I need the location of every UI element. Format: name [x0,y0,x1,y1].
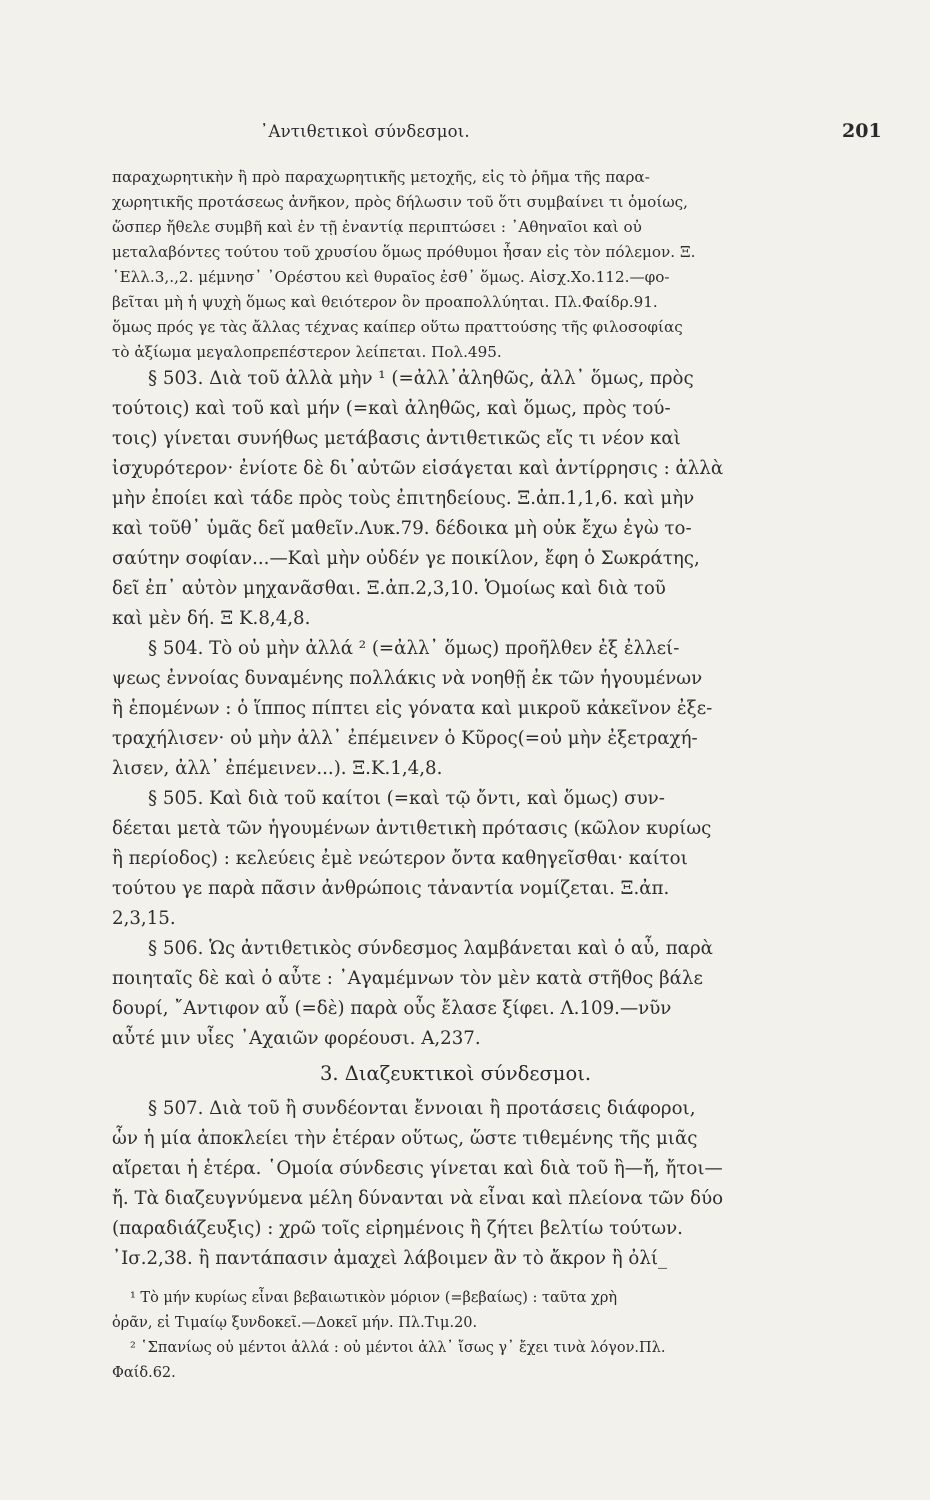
paragraph-507-start: § 507. Διὰ τοῦ ἢ συνδέονται ἔννοιαι ἢ προτάσεις διάφοροι, [148,1098,696,1119]
text-line: ποιηταῖς δὲ καὶ ὁ αὖτε : ᾿Αγαμέμνων τὸν μὲν κατὰ στῆθος βάλε [112,968,703,989]
text-line: ὅμως πρός γε τὰς ἄλλας τέχνας καίπερ οὕτω πραττούσης τῆς φιλοσοφίας [112,318,683,336]
footnote-line: Φαίδ.62. [112,1365,176,1381]
footnote-line: ὁρᾶν, εἰ Τιμαίῳ ξυνδοκεῖ.—Δοκεῖ μήν. Πλ.Τιμ.20. [112,1315,478,1331]
text-line: ἰσχυρότερον· ἐνίοτε δὲ δι᾿αὐτῶν εἰσάγεται καὶ ἀντίρρησις : ἀλλὰ [112,458,724,479]
text-line: ὧν ἡ μία ἀποκλείει τὴν ἑτέραν οὕτως, ὥστε τιθεμένης τῆς μιᾶς [112,1128,698,1149]
text-line: χωρητικῆς προτάσεως ἀνῆκον, πρὸς δήλωσιν τοῦ ὅτι συμβαίνει τι ὁμοίως, [112,193,688,211]
text-line: δεῖ ἐπ᾿ αὐτὸν μηχανᾶσθαι. Ξ.ἀπ.2,3,10. Ὁμοίως καὶ διὰ τοῦ [112,578,666,599]
text-line: ᾿Ισ.2,38. ἢ παντάπασιν ἀμαχεὶ λάβοιμεν ἂν τὸ ἄκρον ἢ ὀλί_ [112,1248,668,1269]
text-line: βεῖται μὴ ἡ ψυχὴ ὅμως καὶ θειότερον ὂν προαπολλύηται. Πλ.Φαίδρ.91. [112,293,658,311]
text-line: (παραδιάζευξις) : χρῶ τοῖς εἰρημένοις ἢ ζήτει βελτίω τούτων. [112,1218,683,1239]
text-line: ἢ περίοδος) : κελεύεις ἐμὲ νεώτερον ὄντα καθηγεῖσθαι· καίτοι [112,848,688,869]
text-line: μεταλαβόντες τούτου τοῦ χρυσίου ὅμως πρόθυμοι ἦσαν εἰς τὸν πόλεμον. Ξ. [112,243,696,261]
text-line: 2,3,15. [112,908,176,929]
footnote-1: ¹ Τὸ μήν κυρίως εἶναι βεβαιωτικὸν μόριον (=βεβαίως) : ταῦτα χρὴ [130,1290,618,1306]
text-line: σαύτην σοφίαν...—Καὶ μὴν οὐδέν γε ποικίλον, ἔφη ὁ Σωκράτης, [112,548,700,569]
page-number: 201 [842,120,882,142]
text-line: καὶ μὲν δή. Ξ Κ.8,4,8. [112,608,311,629]
paragraph-506-start: § 506. Ὡς ἀντιθετικὸς σύνδεσμος λαμβάνεται καὶ ὁ αὖ, παρὰ [148,938,713,959]
text-line: αἴρεται ἡ ἑτέρα. ῾Ομοία σύνδεσις γίνεται καὶ διὰ τοῦ ἢ—ἤ, ἤτοι— [112,1158,723,1179]
section-heading: 3. Διαζευκτικοὶ σύνδεσμοι. [320,1062,592,1085]
text-line: τούτοις) καὶ τοῦ καὶ μήν (=καὶ ἀληθῶς, καὶ ὅμως, πρὸς τού- [112,398,671,419]
text-line: δουρί, ῎Αντιφον αὖ (=δὲ) παρὰ οὖς ἔλασε ξίφει. Λ.109.—νῦν [112,998,672,1019]
footnote-2: ² ῾Σπανίως οὐ μέντοι ἀλλά : οὐ μέντοι ἀλλ᾿ ἴσως γ᾿ ἔχει τινὰ λόγον.Πλ. [130,1340,666,1356]
text-line: τὸ ἀξίωμα μεγαλοπρεπέστερον λείπεται. Πολ.495. [112,343,502,361]
text-line: τραχήλισεν· οὐ μὴν ἀλλ᾿ ἐπέμεινεν ὁ Κῦρος(=οὐ μὴν ἐξετραχή- [112,728,698,749]
paragraph-504-start: § 504. Τὸ οὐ μὴν ἀλλά ² (=ἀλλ᾿ ὅμως) προῆλθεν ἐξ ἐλλεί- [148,638,680,659]
text-line: ψεως ἐννοίας δυναμένης πολλάκις νὰ νοηθῇ ἐκ τῶν ἡγουμένων [112,668,703,689]
paragraph-503-start: § 503. Διὰ τοῦ ἀλλὰ μὴν ¹ (=ἀλλ᾿ἀληθῶς, ἀλλ᾿ ὅμως, πρὸς [148,368,694,389]
running-header: ᾿Αντιθετικοὶ σύνδεσμοι. [260,122,470,141]
text-line: αὖτέ μιν υἷες ᾿Αχαιῶν φορέουσι. Α,237. [112,1028,481,1049]
text-line: καὶ τοῦθ᾿ ὑμᾶς δεῖ μαθεῖν.Λυκ.79. δέδοικα μὴ οὐκ ἔχω ἐγὼ το- [112,518,692,539]
text-line: ὥσπερ ἤθελε συμβῆ καὶ ἐν τῇ ἐναντίᾳ περιπτώσει : ᾿Αθηναῖοι καὶ οὐ [112,218,642,236]
text-line: δέεται μετὰ τῶν ἡγουμένων ἀντιθετικὴ πρότασις (κῶλον κυρίως [112,818,712,839]
text-line: ῾Ελλ.3,.,2. μέμνησ᾿ ᾿Ορέστου κεὶ θυραῖος ἐσθ᾿ ὅμως. Αἰσχ.Χο.112.—φο- [112,268,670,286]
text-line: τούτου γε παρὰ πᾶσιν ἀνθρώποις τἀναντία νομίζεται. Ξ.ἀπ. [112,878,670,899]
text-line: ἢ ἑπομένων : ὁ ἵππος πίπτει εἰς γόνατα καὶ μικροῦ κἀκεῖνον ἐξε- [112,698,713,719]
text-line: ἤ. Τὰ διαζευγνύμενα μέλη δύνανται νὰ εἶναι καὶ πλείονα τῶν δύο [112,1188,724,1209]
text-line: τοις) γίνεται συνήθως μετάβασις ἀντιθετικῶς εἴς τι νέον καὶ [112,428,681,449]
text-line: μὴν ἐποίει καὶ τάδε πρὸς τοὺς ἐπιτηδείους. Ξ.ἀπ.1,1,6. καὶ μὴν [112,488,695,509]
text-line: λισεν, ἀλλ᾿ ἐπέμεινεν...). Ξ.Κ.1,4,8. [112,758,443,779]
text-line: παραχωρητικὴν ἢ πρὸ παραχωρητικῆς μετοχῆς, εἰς τὸ ῥῆμα τῆς παρα- [112,168,650,186]
paragraph-505-start: § 505. Καὶ διὰ τοῦ καίτοι (=καὶ τῷ ὄντι, καὶ ὅμως) συν- [148,788,665,809]
